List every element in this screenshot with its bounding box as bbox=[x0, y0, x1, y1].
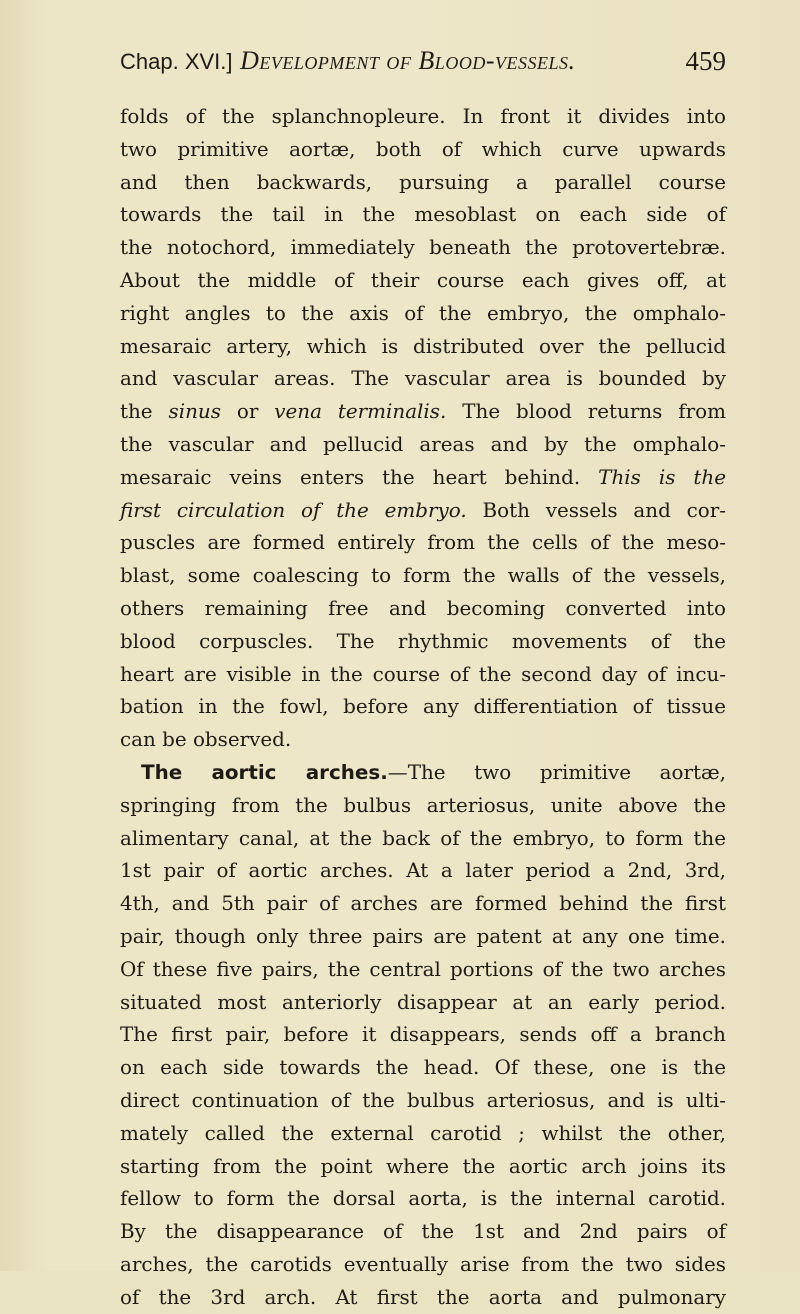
text-line bbox=[120, 1216, 726, 1249]
text-segment: Of these five pairs, the central portions of the two arches bbox=[120, 957, 726, 981]
text-line bbox=[120, 527, 726, 560]
text-line bbox=[120, 363, 726, 396]
text-line bbox=[120, 101, 726, 134]
text-line bbox=[120, 888, 726, 921]
text-segment: of the 3rd arch. At first the aorta and pulmonary bbox=[120, 1285, 726, 1309]
italic-text: first circulation of the embryo. bbox=[120, 498, 467, 522]
text-line bbox=[120, 691, 726, 724]
text-segment: 4th, and 5th pair of arches are formed behind the first bbox=[120, 892, 726, 916]
text-line bbox=[120, 1085, 726, 1118]
text-line bbox=[120, 429, 726, 462]
text-segment: fellow to form the dorsal aorta, is the internal carotid. bbox=[120, 1187, 726, 1211]
text-line bbox=[120, 1151, 726, 1184]
text-segment: About the middle of their course each gives off, at bbox=[120, 268, 726, 292]
chapter-label: Chap. XVI.] bbox=[120, 49, 233, 74]
text-segment: and then backwards, pursuing a parallel course bbox=[120, 170, 726, 194]
text-line bbox=[120, 199, 726, 232]
text-segment: pair, though only three pairs are patent at any one time. bbox=[120, 924, 726, 948]
text-line bbox=[120, 987, 726, 1020]
text-line bbox=[120, 331, 726, 364]
text-segment: heart are visible in the course of the second day of incu- bbox=[120, 662, 726, 686]
text-segment: towards the tail in the mesoblast on each side of bbox=[120, 203, 726, 227]
page-number: 459 bbox=[685, 46, 726, 76]
text-segment: on each side towards the head. Of these, one is the bbox=[120, 1056, 726, 1080]
text-segment: the notochord, immediately beneath the protovertebræ. bbox=[120, 236, 726, 260]
text-segment: or bbox=[220, 400, 275, 424]
text-line bbox=[120, 593, 726, 626]
text-segment: blood corpuscles. The rhythmic movements of the bbox=[120, 629, 726, 653]
text-line bbox=[120, 167, 726, 200]
text-line bbox=[120, 757, 726, 790]
italic-text: vena terminalis. bbox=[274, 400, 447, 424]
text-segment: mesaraic veins enters the heart behind. bbox=[120, 465, 599, 489]
text-segment: folds of the splanchnopleure. In front it divides into bbox=[120, 105, 726, 128]
text-line bbox=[120, 1118, 726, 1151]
text-segment: 1st pair of aortic arches. At a later period a 2nd, 3rd, bbox=[120, 859, 726, 883]
text-line bbox=[120, 396, 726, 429]
body-text bbox=[120, 101, 726, 1314]
text-line bbox=[120, 265, 726, 298]
text-line bbox=[120, 823, 726, 856]
text-segment: —The two primitive aortæ, bbox=[387, 760, 726, 784]
italic-text: sinus bbox=[168, 400, 221, 424]
text-line bbox=[120, 1249, 726, 1282]
text-segment: blast, some coalescing to form the walls of the vessels, bbox=[120, 564, 726, 588]
text-segment: direct continuation of the bulbus arteriosus, and is ulti- bbox=[120, 1088, 726, 1112]
text-segment: springing from the bulbus arteriosus, unite above the bbox=[120, 793, 726, 817]
text-segment: others remaining free and becoming converted into bbox=[120, 596, 726, 620]
text-segment: mately called the external carotid ; whilst the other, bbox=[120, 1121, 726, 1145]
text-line bbox=[120, 1052, 726, 1085]
text-segment: alimentary canal, at the back of the embryo, to form the bbox=[120, 826, 726, 850]
text-segment: the bbox=[120, 400, 169, 424]
text-segment: starting from the point where the aortic arch joins its bbox=[120, 1154, 726, 1178]
italic-text: This is the bbox=[598, 465, 726, 489]
text-segment: bation in the fowl, before any differentiation of tissue bbox=[120, 695, 726, 719]
running-header bbox=[120, 44, 726, 84]
text-line bbox=[120, 626, 726, 659]
text-segment: arches, the carotids eventually arise from the two sides bbox=[120, 1252, 726, 1276]
text-line bbox=[120, 462, 726, 495]
text-segment: the vascular and pellucid areas and by the omphalo- bbox=[120, 432, 726, 456]
text-line bbox=[120, 134, 726, 167]
text-line bbox=[120, 724, 726, 757]
text-segment: The blood returns from bbox=[446, 400, 726, 424]
text-line bbox=[120, 954, 726, 987]
text-line bbox=[120, 495, 726, 528]
text-segment: two primitive aortæ, both of which curve upwards bbox=[120, 137, 726, 161]
text-segment: situated most anteriorly disappear at an early period. bbox=[120, 990, 726, 1014]
text-line bbox=[120, 1019, 726, 1052]
text-segment: By the disappearance of the 1st and 2nd pairs of bbox=[120, 1220, 726, 1244]
text-line bbox=[120, 921, 726, 954]
running-head bbox=[120, 44, 575, 79]
text-segment: puscles are formed entirely from the cells of the meso- bbox=[120, 531, 726, 555]
section-heading: The aortic arches. bbox=[141, 760, 388, 784]
text-line bbox=[120, 790, 726, 823]
text-segment: can be observed. bbox=[120, 728, 292, 752]
text-segment: The first pair, before it disappears, sends off a branch bbox=[120, 1023, 726, 1047]
text-line bbox=[120, 855, 726, 888]
text-line bbox=[120, 1183, 726, 1216]
text-segment: mesaraic artery, which is distributed over the pellucid bbox=[120, 334, 726, 358]
text-line bbox=[120, 232, 726, 265]
text-line bbox=[120, 298, 726, 331]
text-segment: Both vessels and cor- bbox=[466, 498, 727, 522]
text-line bbox=[120, 560, 726, 593]
text-line bbox=[120, 1282, 726, 1314]
text-line bbox=[120, 659, 726, 692]
text-segment: and vascular areas. The vascular area is bounded by bbox=[120, 367, 726, 391]
text-segment: right angles to the axis of the embryo, the omphalo- bbox=[120, 301, 726, 325]
chapter-title: Development of Blood-vessels. bbox=[240, 46, 576, 75]
